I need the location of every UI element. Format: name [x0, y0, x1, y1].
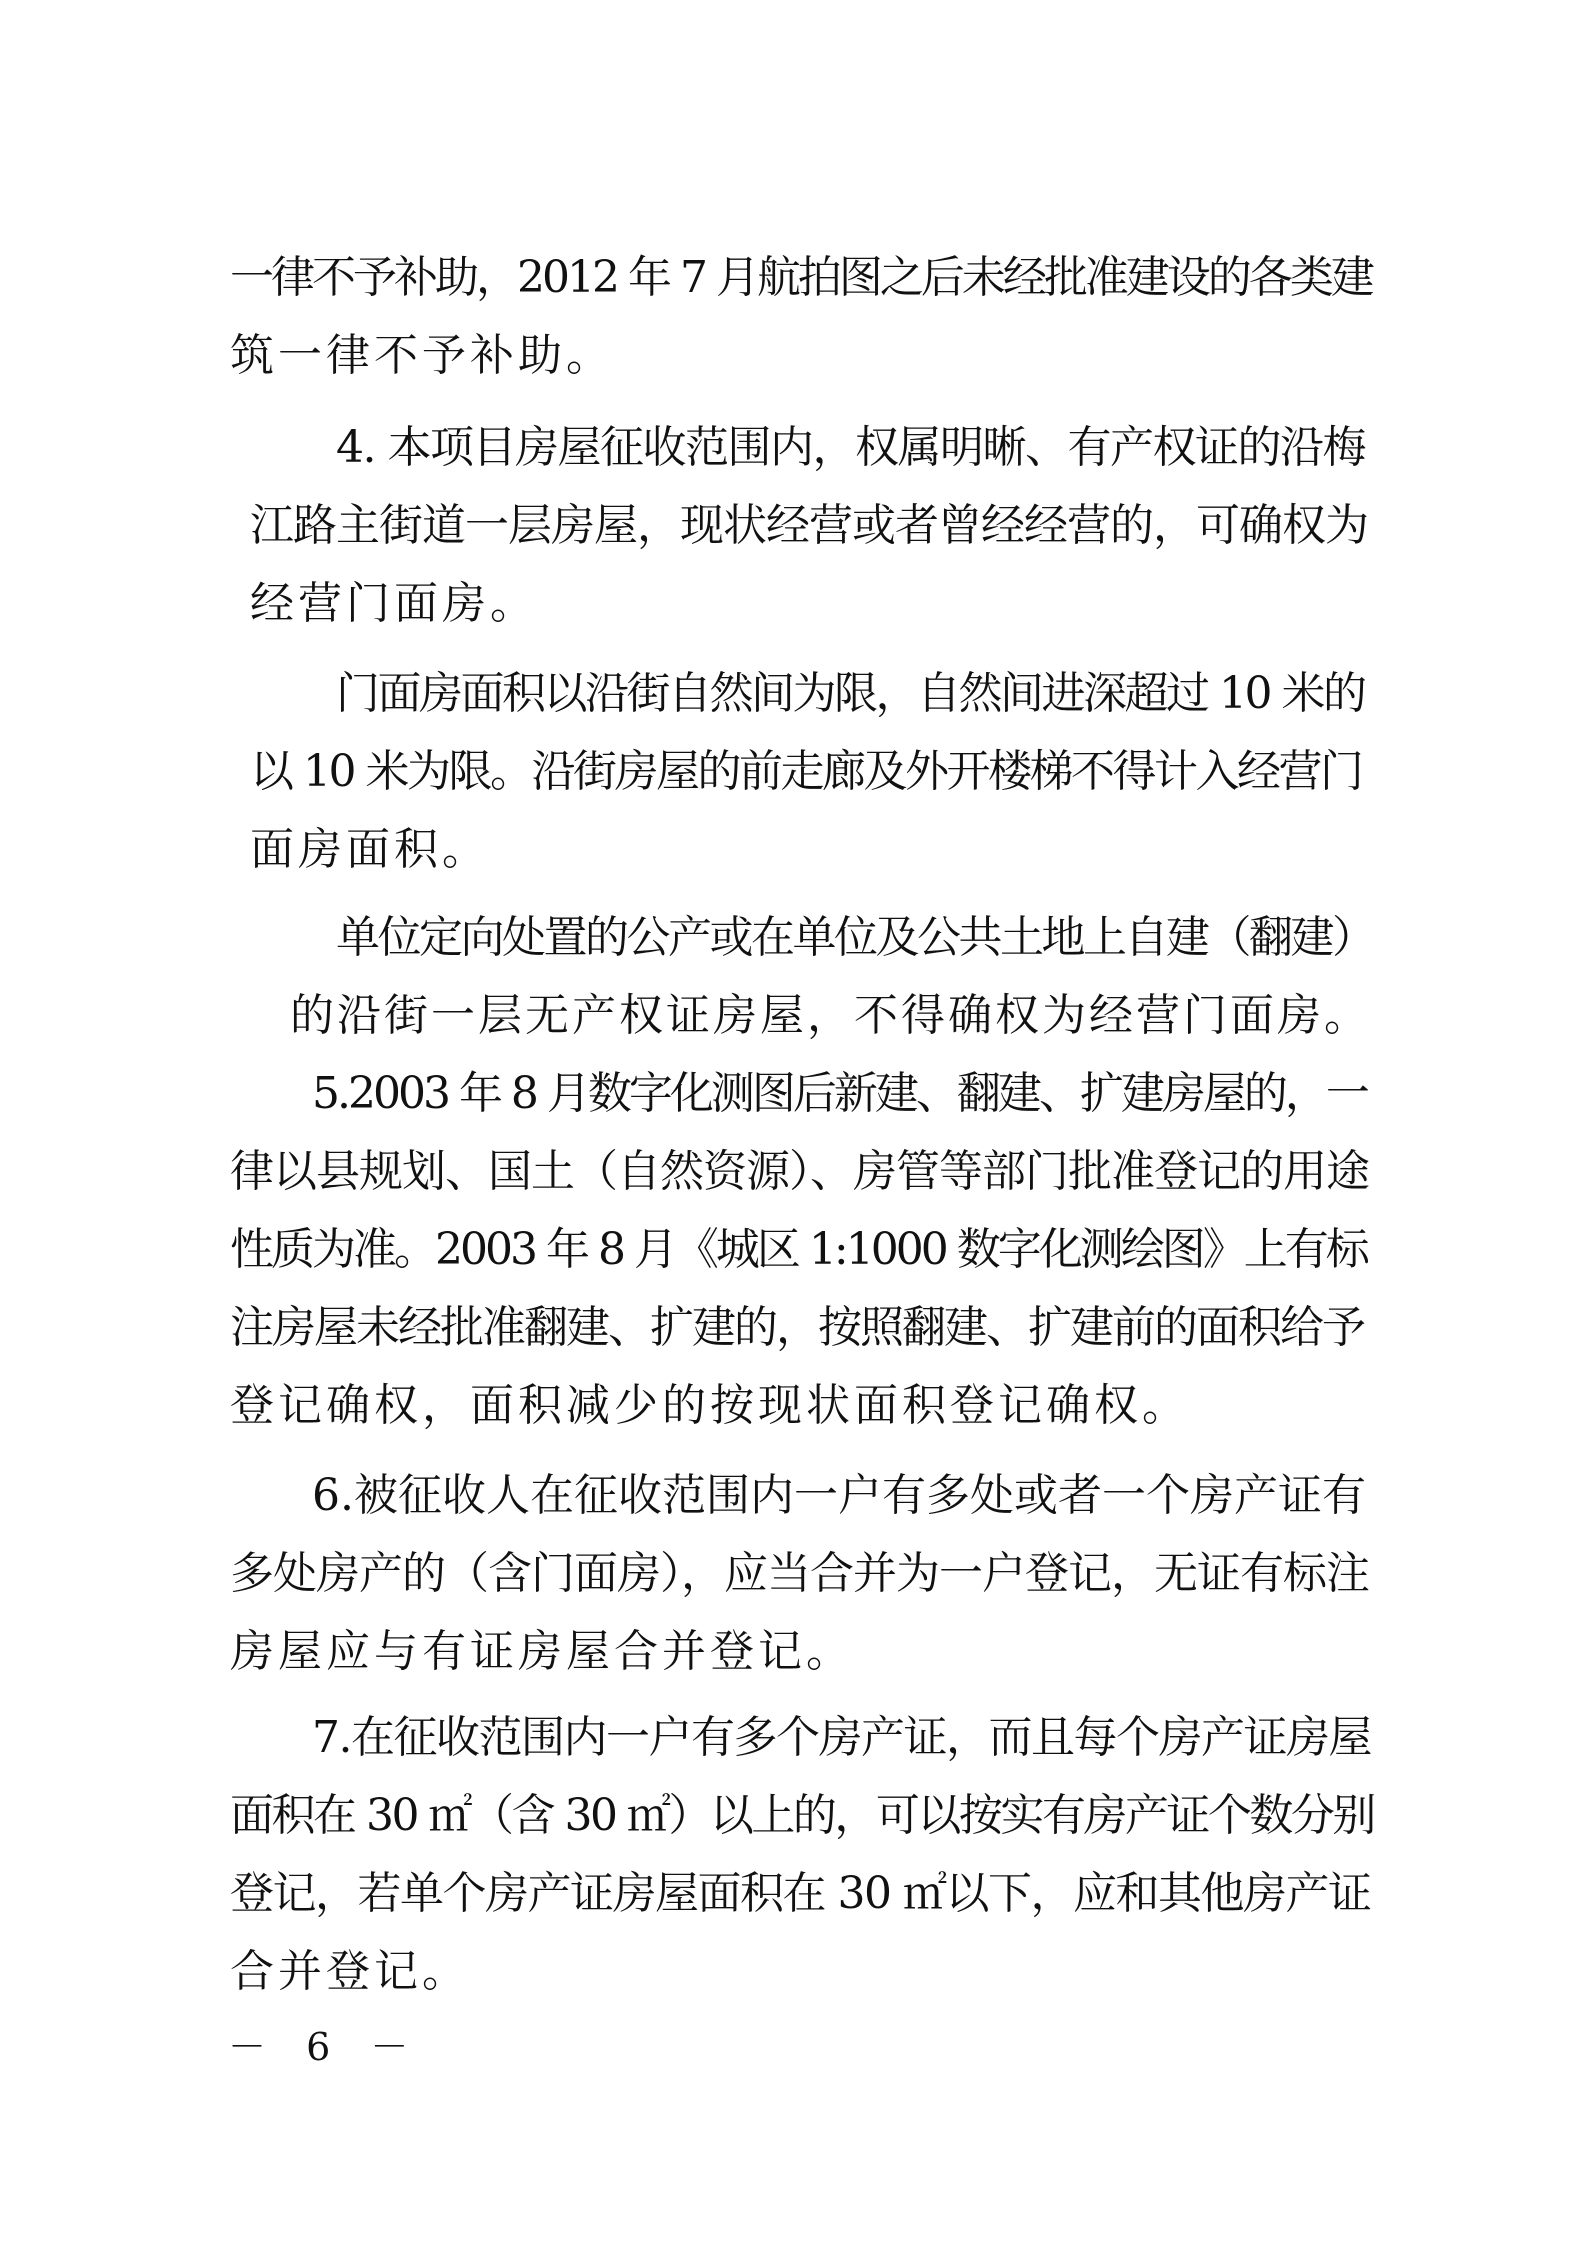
text-line: 面房面积。: [250, 824, 490, 875]
text-line: 合并登记。: [230, 1946, 470, 1997]
page-number: － 6 －: [228, 2025, 423, 2069]
text-line: 5.2003 年 8 月数字化测图后新建、翻建、扩建房屋的，一: [312, 1068, 1367, 1119]
text-line: 面积在 30 ㎡（含 30 ㎡）以上的，可以按实有房产证个数分别: [230, 1790, 1374, 1841]
text-line: 7.在征收范围内一户有多个房产证，而且每个房产证房屋: [312, 1712, 1371, 1763]
text-line: 经营门面房。: [250, 578, 538, 629]
text-line: 6.被征收人在征收范围内一户有多处或者一个房产证有: [312, 1470, 1366, 1521]
text-line: 登记，若单个房产证房屋面积在 30 ㎡以下，应和其他房产证: [230, 1868, 1371, 1919]
text-line: 的沿街一层无产权证房屋，不得确权为经营门面房。: [290, 990, 1371, 1041]
text-line: 性质为准。2003 年 8 月《城区 1:1000 数字化测绘图》上有标: [230, 1224, 1367, 1275]
text-line: 多处房产的（含门面房），应当合并为一户登记，无证有标注: [230, 1548, 1369, 1599]
text-line: 注房屋未经批准翻建、扩建的，按照翻建、扩建前的面积给予: [230, 1302, 1364, 1353]
text-line: 单位定向处置的公产或在单位及公共土地上自建（翻建）: [336, 912, 1374, 963]
text-line: 筑一律不予补助。: [230, 330, 614, 381]
text-line: 房屋应与有证房屋合并登记。: [230, 1626, 854, 1677]
text-line: 律以县规划、国土（自然资源）、房管等部门批准登记的用途: [230, 1146, 1369, 1197]
text-line: 江路主街道一层房屋，现状经营或者曾经经营的，可确权为: [250, 500, 1368, 551]
text-line: 一律不予补助，2012 年 7 月航拍图之后未经批准建设的各类建: [230, 252, 1372, 303]
text-line: 以 10 米为限。沿街房屋的前走廊及外开楼梯不得计入经营门: [250, 746, 1362, 797]
text-line: 登记确权，面积减少的按现状面积登记确权。: [230, 1380, 1190, 1431]
text-line: 4. 本项目房屋征收范围内，权属明晰、有产权证的沿梅: [336, 422, 1365, 473]
text-line: 门面房面积以沿街自然间为限，自然间进深超过 10 米的: [336, 668, 1365, 719]
